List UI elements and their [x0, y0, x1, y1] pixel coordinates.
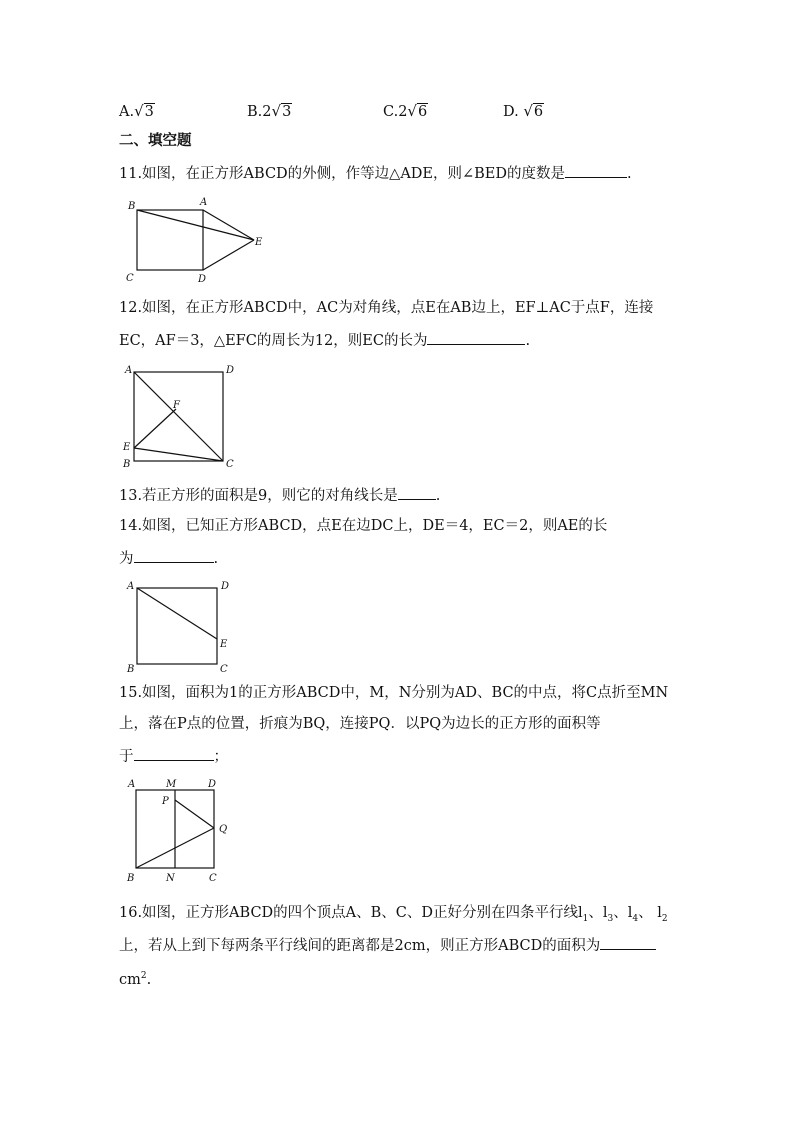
- question-12-line-2: EC，AF＝3，△EFC的周长为12，则EC的长为 .: [119, 330, 530, 351]
- label-e: E: [123, 442, 131, 453]
- figure-14: [120, 578, 250, 676]
- figure-15: [120, 776, 250, 886]
- label-a: A: [125, 365, 133, 376]
- figure-12: [120, 362, 250, 474]
- answer-blank-11[interactable]: [565, 163, 627, 178]
- label-e: E: [255, 237, 263, 248]
- segment-ae: [203, 210, 254, 240]
- question-16-line-2: 上，若从上到下每两条平行线间的距离都是2cm，则正方形ABCD的面积为: [119, 935, 656, 956]
- label-d: D: [198, 274, 207, 285]
- answer-blank-13[interactable]: [398, 485, 436, 500]
- option-b: B.2√3: [247, 102, 292, 120]
- segment-ae: [137, 588, 217, 639]
- segment-ec: [134, 448, 223, 461]
- square-abcd: [137, 588, 217, 664]
- label-c: C: [226, 459, 234, 470]
- label-q: Q: [219, 824, 228, 835]
- label-d: D: [208, 779, 217, 790]
- answer-blank-15[interactable]: [134, 746, 214, 761]
- label-n: N: [166, 873, 175, 884]
- option-a: A.√3: [119, 102, 154, 120]
- section-title: 二、填空题: [119, 133, 192, 149]
- label-p: P: [162, 796, 169, 807]
- label-d: D: [221, 581, 230, 592]
- label-a: A: [128, 779, 136, 790]
- segment-pq: [175, 800, 214, 828]
- question-12-line-1: 12.如图，在正方形ABCD中，AC为对角线，点E在AB边上，EF⊥AC于点F，连接: [119, 300, 654, 316]
- label-a: A: [200, 197, 208, 208]
- diagonal-ac: [134, 372, 223, 461]
- question-15-line-2: 上，落在P点的位置，折痕为BQ，连接PQ．以PQ为边长的正方形的面积等: [119, 716, 601, 732]
- label-d: D: [226, 365, 235, 376]
- answer-blank-14[interactable]: [134, 548, 214, 563]
- segment-de: [203, 240, 254, 270]
- label-b: B: [123, 459, 131, 470]
- question-15-line-1: 15.如图，面积为1的正方形ABCD中，M，N分别为AD、BC的中点，将C点折至MN: [119, 685, 669, 701]
- label-e: E: [220, 639, 228, 650]
- figure-11: [120, 195, 280, 285]
- label-a: A: [127, 581, 135, 592]
- label-b: B: [127, 873, 135, 884]
- question-15-line-3: 于 ；: [119, 746, 228, 767]
- label-c: C: [209, 873, 217, 884]
- label-c: C: [220, 664, 228, 675]
- label-f: F: [173, 400, 180, 411]
- question-13: 13.若正方形的面积是9，则它的对角线长是 .: [119, 485, 440, 506]
- label-b: B: [128, 201, 136, 212]
- option-c: C.2√6: [383, 102, 428, 120]
- label-b: B: [127, 664, 135, 675]
- question-14-line-2: 为 .: [119, 548, 218, 569]
- segment-ef: [134, 409, 176, 448]
- label-m: M: [166, 779, 177, 790]
- label-c: C: [126, 273, 134, 284]
- question-16-line-3: $cm^2$.: [119, 971, 152, 988]
- question-11: 11.如图，在正方形ABCD的外侧，作等边△ADE，则∠BED的度数是 .: [119, 163, 632, 184]
- answer-blank-16[interactable]: [600, 935, 656, 950]
- question-16-line-1: 16.如图，正方形ABCD的四个顶点A、B、C、D正好分别在四条平行线$l_1$、$l_3$、$l_4$、 $l_2$: [119, 905, 668, 924]
- segment-be: [137, 210, 254, 240]
- answer-blank-12[interactable]: [427, 330, 525, 345]
- question-14-line-1: 14.如图，已知正方形ABCD，点E在边DC上，DE＝4，EC＝2，则AE的长: [119, 518, 608, 534]
- option-d: D. √6: [503, 102, 544, 120]
